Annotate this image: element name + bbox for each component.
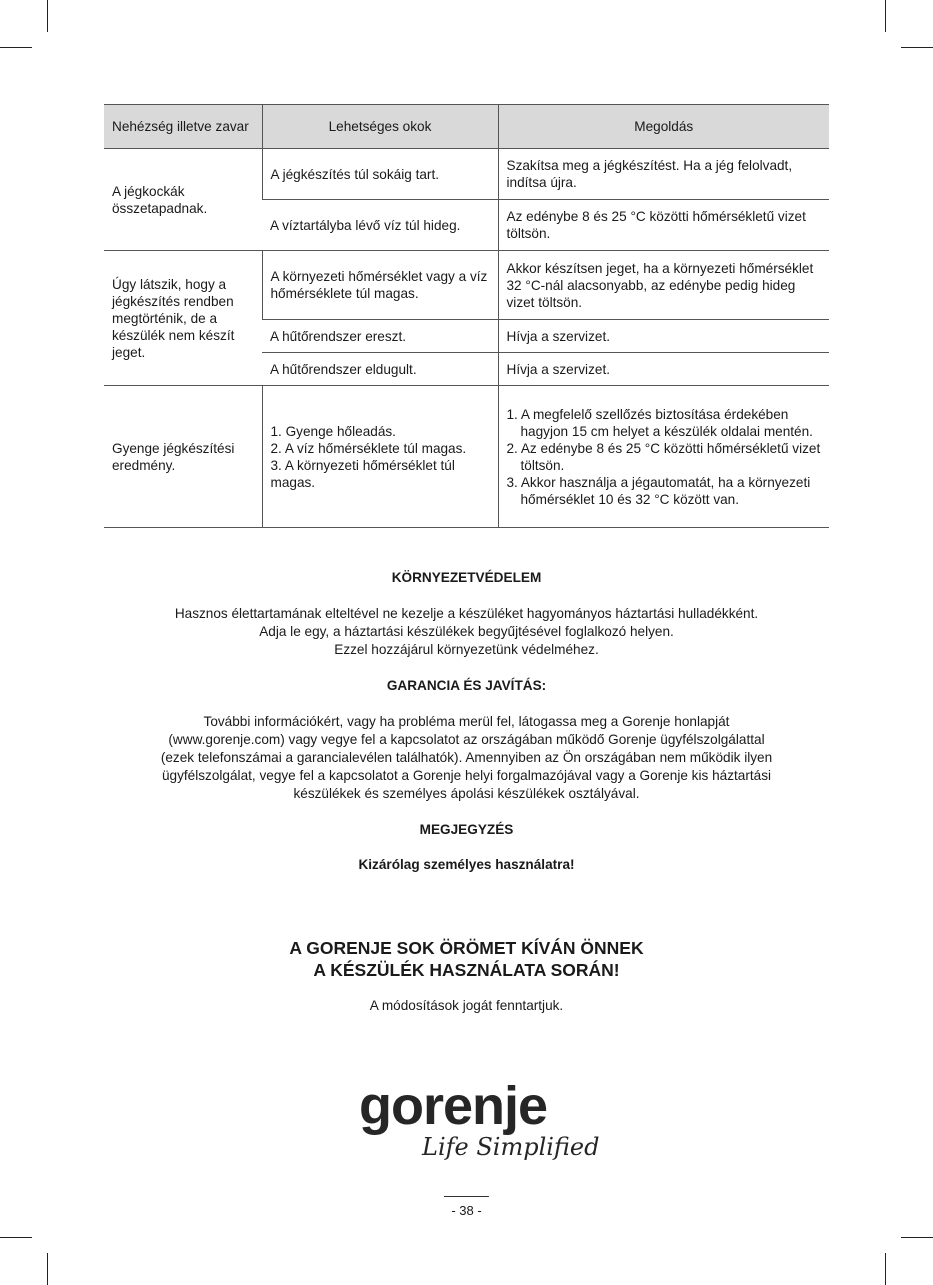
page-number-rule	[444, 1196, 489, 1197]
environment-heading: KÖRNYEZETVÉDELEM	[391, 570, 542, 585]
table-row	[104, 386, 829, 528]
solution-cell	[498, 386, 829, 528]
note-heading: MEGJEGYZÉS	[419, 822, 514, 837]
text-line: Adja le egy, a háztartási készülékek begyűjtésével foglalkozó helyen.	[259, 624, 674, 639]
header-problem: Nehézség illetve zavar	[104, 105, 262, 149]
problem-cell: Úgy látszik, hogy a jégkészítés rendben megtörténik, de a készülék nem készít jeget.	[104, 251, 262, 386]
rights-reserved: A módosítások jogát fenntartjuk.	[369, 998, 564, 1013]
text-line: ügyfélszolgálat, vegye fel a kapcsolatot a Gorenje helyi forgalmazójával vagy a Gorenje kis háztartási	[161, 768, 772, 783]
cause-item: 2. A víz hőmérséklete túl magas.	[270, 440, 467, 456]
warranty-text	[104, 713, 829, 803]
solution-item: 2. Az edénybe 8 és 25 °C közötti hőmérsékletű vizet töltsön.	[506, 440, 821, 473]
warranty-heading: GARANCIA ÉS JAVÍTÁS:	[386, 678, 547, 693]
crop-mark	[901, 47, 933, 48]
solution-list	[507, 406, 822, 508]
header-causes: Lehetséges okok	[262, 105, 498, 149]
table-header-row	[104, 105, 829, 149]
note-text: Kizárólag személyes használatra!	[358, 857, 575, 872]
text-line: készülékek és személyes ápolási készülékek osztályával.	[293, 786, 640, 801]
solution-cell: Hívja a szervizet.	[498, 320, 829, 353]
text-line: (ezek telefonszámai a garancialevélen találhatók). Amennyiben az Ön országában nem működik ilyen	[160, 750, 773, 765]
solution-cell: Szakítsa meg a jégkészítést. Ha a jég felolvadt, indítsa újra.	[498, 149, 829, 200]
crop-mark	[47, 1253, 48, 1285]
closing-line: A GORENJE SOK ÖRÖMET KÍVÁN ÖNNEK	[289, 938, 644, 958]
crop-mark	[901, 1237, 933, 1238]
cause-cell: A környezeti hőmérséklet vagy a víz hőmérséklete túl magas.	[262, 251, 498, 320]
header-solution: Megoldás	[498, 105, 829, 149]
gorenje-logo: gorenje	[359, 1076, 548, 1136]
solution-cell: Akkor készítsen jeget, ha a környezeti hőmérséklet 32 °C-nál alacsonyabb, az edénybe pedig hideg vizet töltsön.	[498, 251, 829, 320]
cause-item: 3. A környezeti hőmérséklet túl magas.	[270, 457, 455, 490]
page-number: - 38 -	[451, 1203, 482, 1218]
crop-mark	[47, 0, 48, 32]
tagline: Life Simplified	[422, 1133, 600, 1161]
solution-item: 1. A megfelelő szellőzés biztosítása érdekében hagyjon 15 cm helyet a készülék oldalai mentén.	[506, 406, 813, 439]
table-row	[104, 251, 829, 320]
solution-cell: Az edénybe 8 és 25 °C közötti hőmérsékletű vizet töltsön.	[498, 200, 829, 251]
closing-line: A KÉSZÜLÉK HASZNÁLATA SORÁN!	[313, 960, 620, 980]
closing-message	[104, 937, 829, 981]
cause-cell: A víztartályba lévő víz túl hideg.	[262, 200, 498, 251]
cause-cell: A hűtőrendszer ereszt.	[262, 320, 498, 353]
solution-item: 3. Akkor használja a jégautomatát, ha a környezeti hőmérséklet 10 és 32 °C között van.	[506, 474, 811, 507]
cause-cell: A hűtőrendszer eldugult.	[262, 353, 498, 386]
table-row	[104, 149, 829, 200]
problem-cell: Gyenge jégkészítési eredmény.	[104, 386, 262, 528]
problem-cell: A jégkockák összetapadnak.	[104, 149, 262, 251]
text-line: (www.gorenje.com) vagy vegye fel a kapcsolatot az országában működő Gorenje ügyfélszolgálattal	[168, 732, 765, 747]
cause-item: 1. Gyenge hőleadás.	[270, 423, 396, 439]
crop-mark	[0, 1237, 32, 1238]
text-line: További információkért, vagy ha probléma merül fel, látogassa meg a Gorenje honlapját	[203, 714, 730, 729]
crop-mark	[885, 0, 886, 32]
text-line: Hasznos élettartamának elteltével ne kezelje a készüléket hagyományos háztartási hulladékként.	[174, 606, 759, 621]
crop-mark	[0, 47, 32, 48]
crop-mark	[885, 1253, 886, 1285]
troubleshooting-table	[104, 104, 829, 528]
solution-cell: Hívja a szervizet.	[498, 353, 829, 386]
cause-cell	[262, 386, 498, 528]
environment-text	[104, 605, 829, 659]
text-line: Ezzel hozzájárul környezetünk védelméhez.	[334, 642, 599, 657]
cause-cell: A jégkészítés túl sokáig tart.	[262, 149, 498, 200]
